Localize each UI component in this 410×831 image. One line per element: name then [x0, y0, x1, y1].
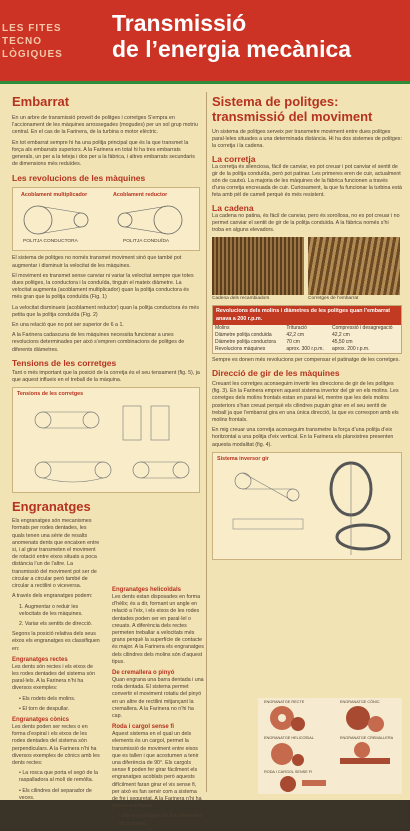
tensions-paragraph: Tant o més important que la posició de la corretja és el seu tensament (fig. 5), ja que aquest influeix en el treball de la màquina. [12, 369, 200, 384]
gear-types-column: Engranatges helicoïdals Les dents estan disposades en forma d’hèlix; és a dir, formant un angle en relació a l’eix, i els eixos de les rodes dentades poden ser en paral·lel o creuats. A diferència dels rectes permeten treballar a velocitats més grans perquè la superfície de contacte és major. A la Farinera els engranatges dels cilindres dels molins són d’aquest tipus. De cremallera o pinyó Quan engrana una barra dentada i una roda dentada. El sistema permet convertir el moviment rotatiu del pinyó en un altre de rectilini mitjançant la cremallera. A la Farinera no n’hi ha cap. Roda i cargol sense fi Aquest sistema en el qual un dels elements és un cargol, permet la transmissió de moviment entre eixos que es tallen i que acostumen a tenir una diferència de 90°. Els cargols sense fi poden fer girar fàcilment els engranatges acoblats però aquests difícilment faran girar el vis sense fi, per això es fan servir com a sistema de fre i seguretat. A la Farinera n’hi ha alguns exemples: • Els engranatges de les comportes de la bassa [112, 587, 204, 827]
embarrat-paragraph: En un arbre de transmissió proveït de politges i corretges S’empra en l’accionament de les màquines arrossegades (mogudes) per un sol grup motriu central. En el cas de la Farinera, de la turbina o motor elèctric. [12, 115, 198, 136]
engranatges-paragraph: Els engranatges són mecanismes formats per rodes dentades, les quals tenen una sèrie de resalts anomenats dents que encaixen entre si, i al girar transmeten el moviment de rotació entre eixos situats a poca distància l’un de l’altre. La transmissió del moviment pot ser de circular a circular però també de circular a rectilini o viceversa. [12, 518, 100, 590]
section-title-direccio: Direcció de gir de les màquines [212, 368, 340, 379]
table-header-row: Molins Trituració Compressió i desagregació [215, 324, 393, 331]
photo-row: Cadena dels recambiadors Corretges de l’embarrat [212, 237, 402, 302]
page-title: Transmissió de l’energia mecànica [112, 10, 352, 62]
section-title-tensions: Tensions de les corretges [12, 357, 117, 368]
belt-drawing [13, 398, 199, 494]
diagram-label: Tensions de les corretges [17, 391, 84, 398]
engranatges-text: Els engranatges són mecanismes formats per rodes dentades, les quals tenen una sèrie de resalts anomenats dents que encaixen entre si, i al girar transmeten el moviment de rotació entre eixos situats a poca distància l’un de l’altre. La transmissió del moviment pot ser de circular a circular però també de circular a rectilini o viceversa. A través dels engranatges podem: 1. Augmentar o reduir les velocitats de les màquines. 2. Variar els sentits de direcció. Segons la posició relativa dels seus eixos els engranatges es classifiquen en: Engranatges rectes Les dents són rectes i els eixos de les rodes dentades del sistema són paral·lels. A la Farinera n’hi ha diversos exemples: • Els rodets dels molins. • El torn de despullar. Engranatges cònics Les dents poden ser rectes o en forma d’espiral i els eixos de les rodes dentades del sistema són perpendiculars. A la Farinera n’hi ha diversos exemples de cònics amb les dents rectes: • La rosca que porta el segó de la raspalladora al molí de remòlta. • Els cilindres del separador de veces. [12, 518, 100, 801]
revolucions-paragraph: La velocitat disminueix (acoblament reductor) quan la politja conductora és més petita que la politja conduïda (Fig. 2) [12, 304, 199, 318]
gears-drawing [258, 698, 402, 794]
series-tag: LES FITES TECNO LÒGIQUES [2, 23, 63, 60]
inverter-drawing [213, 459, 401, 559]
table-row: Diàmetre politja conductora 70 cm 45,50 cm [215, 338, 353, 345]
subsection-title: Roda i cargol sense fi [112, 724, 175, 731]
section-title-corretja: La corretja [212, 153, 256, 164]
chain-photo [212, 237, 304, 295]
table-title: Revolucions dels molins i diàmetres de les politges quan l’embarrat anava a 200 r.p.m. [213, 306, 401, 324]
diagram-label: Sistema inversor gir [217, 455, 269, 462]
embarrat-paragraph: En tot embarrat sempre hi ha una politja principal que és la que transmet la força als embarrats superiors. A la Farinera en total hi ha tres embarrats generals, un per a la teteja i dos per a la fàbrica, i altres embarrats secundaris de dimensions més reduïdes. [12, 139, 195, 168]
belts-photo [308, 237, 400, 295]
list-item: • Els rodets dels molins. [19, 695, 76, 702]
column-divider [206, 92, 207, 792]
diagram-label: Acoblament multiplicador [21, 192, 88, 199]
revolutions-table [212, 305, 402, 353]
revolucions-paragraph: El sistema de politges no només transmet moviment sinó que també pot augmentar i disminuir la velocitat de les màquines. [12, 255, 182, 269]
tension-diagram [12, 387, 200, 493]
subsection-title: Engranatges helicoïdals [112, 587, 182, 593]
revolucions-paragraph: El moviment es transmet sense canviar ni variar la velocitat sempre que totes dues politges, la conductora i la conduïda, tinguin el mateix diàmetre. La velocitat augmenta (acoblament multiplicador) quan la politja conductora és més gran que la politja conduïda (Fig. 1) [12, 272, 194, 301]
subsection-title: De cremallera o pinyó [112, 670, 175, 677]
section-title-cadena: La cadena [212, 202, 254, 213]
revolucions-paragraph: A la Farinera cadascuna de les màquines necessita funcionar a unes revolucions determinades per això s’empren combinacions de politges de diferents diàmetres. [12, 332, 185, 353]
inverter-diagram [212, 452, 402, 560]
subsection-title: Engranatges rectes [12, 656, 68, 663]
list-item: • Els engranatges de les comportes de la bassa [119, 813, 203, 827]
table-row: Diàmetre politja conduïda 42,2 cm 42,2 cm [215, 331, 350, 338]
list-item: • Els cilindres del separador de veces. [19, 787, 92, 801]
table-row: Revolucions màquines aprox. 300 r.p.m. aprox. 200 r.p.m. [215, 345, 370, 352]
section-title-politges: Sistema de politges: transmissió del moviment [212, 94, 373, 124]
list-item: • La rosca que porta el segó de la raspalladora al molí de remòlta. [19, 770, 99, 784]
list-item: 2. Variar els sentits de direcció. [19, 620, 93, 627]
section-title-embarrat: Embarrat [12, 94, 70, 109]
pulley-diagram: Acoblament multiplicador Acoblament reductor POLITJA CONDUCTORA POLITJA CONDUÏDA [12, 187, 200, 251]
list-item: 1. Augmentar o reduir les velocitats de les màquines. [19, 603, 83, 617]
right-column: Sistema de politges: transmissió del moviment Un sistema de politges serveix per transmetre moviment entre dues politges paral·leles situades a una determinada distància. Hi ha dos sistemes de politges: la corretja i la cadena. La corretja La corretja és silenciosa, fàcil de canviar, es pot creuar i pot canviar el sentit de gir de la politja conduïda, però pot patinar. Les primeres eren de cuir, actualment són de cautxú. La majoria de les màquines de la fàbrica funcionen a través d’una corretja encreuada de cuir. Curiosament, la que fa funcionar la turbina està feta amb pèl de camell perquè és més resistent. La cadena La cadena no patina, és fàcil de canviar, pero és sorollosa, no es pot creuar i no permet canviar el sentit de gir de la politja conduïda. A la fàbrica només s’hi troba en alguns elevadors. Cadena dels recambiadors Corretges de l’embarrat Revolucions dels molins i diàmetres de les politges quan l’embarrat anava a 200 r.p.m. Molins Trituració Compressió i desagregació Diàmetre politja conduïda 42,2 cm 42,2 cm Diàmetre politja conductora 70 cm 45,50 cm Revolucions màquines aprox. 300 r.p.m. aprox. 200 r.p.m. Sempre es donen més revolucions per compensar el patinatge de les corretges. Direcció de gir de les màquines Creuant les corretges aconseguim invertir les direccions de gir de les politges (fig. 3). En la Farinera empren aquest sistema invertor del gir en els molins. Les corretges dels molins frontals estan en paral·lel, mentre que les dels molins posteriors s’han creuat perquè els cilindres puguin girar en el seu sentit de treball ja que l’embarrat gira en una única direcció, la que es correspon amb els molins frontals. En mig creuar una corretja aconseguim transmetre la força d’una politja d’eix horitzontal a una politja d’eix vertical. En la Farinera els planxistres presenten aquesta modalitat (fig. 4). Sistema inversor gir [212, 94, 402, 560]
subsection-title: Engranatges cònics [12, 716, 70, 723]
revolucions-paragraph: En una relació que no pot ser superior de 6 a 1. [12, 322, 124, 329]
list-item: • El torn de despullar. [19, 705, 70, 712]
section-title-revolucions: Les revolucions de les màquines [12, 173, 146, 184]
section-title-engranatges: Engranatges [12, 499, 91, 515]
diagram-label: Acoblament reductor [113, 192, 168, 199]
header-bar [0, 0, 410, 84]
gear-illustrations: ENGRANATGE RECTE ENGRANATGE CÒNIC ENGRANATGE HELICOÏDAL ENGRANATGE CREMALLERA RODA I CARGOL SENSE FI [258, 698, 402, 794]
